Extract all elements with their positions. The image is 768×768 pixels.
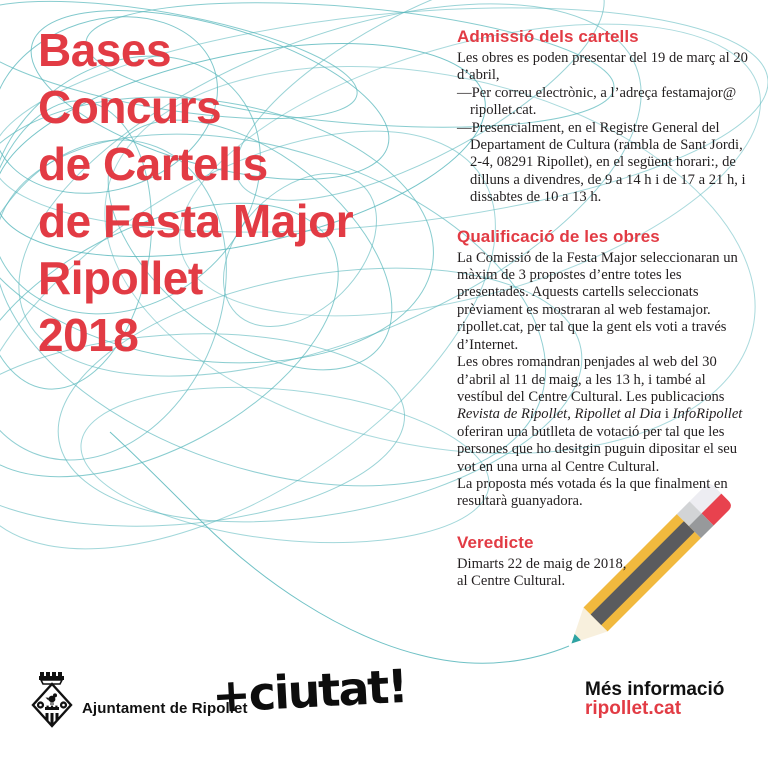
page-title [38,22,353,364]
paragraph: al Centre Cultural. [457,573,566,590]
list-item: —Per correu electrònic, a l’adreça festamajor@​ripollet.cat. [457,84,737,119]
title-line: Bases [38,24,172,76]
section-heading-veredicte: Veredicte [457,532,534,552]
ripollet-coat-of-arms-icon [31,669,73,735]
more-info-block [585,680,724,718]
section-heading-qualificacio: Qualificació de les obres [457,226,660,246]
section-heading-admissio: Admissió dels cartells [457,27,639,46]
title-line: de Festa Major [38,195,354,247]
title-line: Ripollet [38,252,203,304]
list-item: —Presencialment, en el Registre General del Departament de Cultura (rambla de Sant Jordi, 2-4, 08291 Ripollet), en el següent horari:, de dilluns a divendres, de 9 a 14 h i de 17 a 21 h, i dissabtes de 10 a 13 h. [457,119,746,206]
paragraph: Dimarts 22 de maig de 2018, [457,555,627,572]
rules-column [457,20,752,591]
paragraph: Les obres romandran penjades al web del 30 d’abril al 11 de maig, a les 13 h, i també al vestíbul del Centre Cultural. Les publicacions Revista de Ripollet, Ripollet al Dia i InfoRipollet oferiran una butlleta de votació per tal que les persones que ho desitgin puguin dipositar el seu vot en una urna al Centre Cultural. [457,354,743,475]
paragraph: La Comissió de la Festa Major seleccionaran un màxim de 3 propostes d’entre totes les presentades. Aquests cartells seleccionats prèviament es mostraran al web festamajor.​ripollet.cat, per tal que la gent els voti a través d’Internet. [457,249,738,353]
section-body-admissio [457,50,752,207]
ripollet-cat-link[interactable]: ripollet.cat [585,698,682,719]
title-line: 2018 [38,309,139,361]
more-info-label: Més informació [585,679,725,700]
section-body-qualificacio [457,250,752,511]
paragraph: Les obres es poden presentar del 19 de març al 20 d’abril, [457,50,748,84]
section-body-veredicte [457,556,752,591]
title-line: de Cartells [38,138,268,190]
footer [0,658,768,754]
paragraph: La proposta més votada és la que finalment en resultarà guanyadora. [457,475,728,510]
ajuntament-de-ripollet-label: Ajuntament de Ripollet [82,700,248,717]
title-line: Concurs [38,81,222,133]
ciutat-logo: +ciutat! [210,658,408,724]
